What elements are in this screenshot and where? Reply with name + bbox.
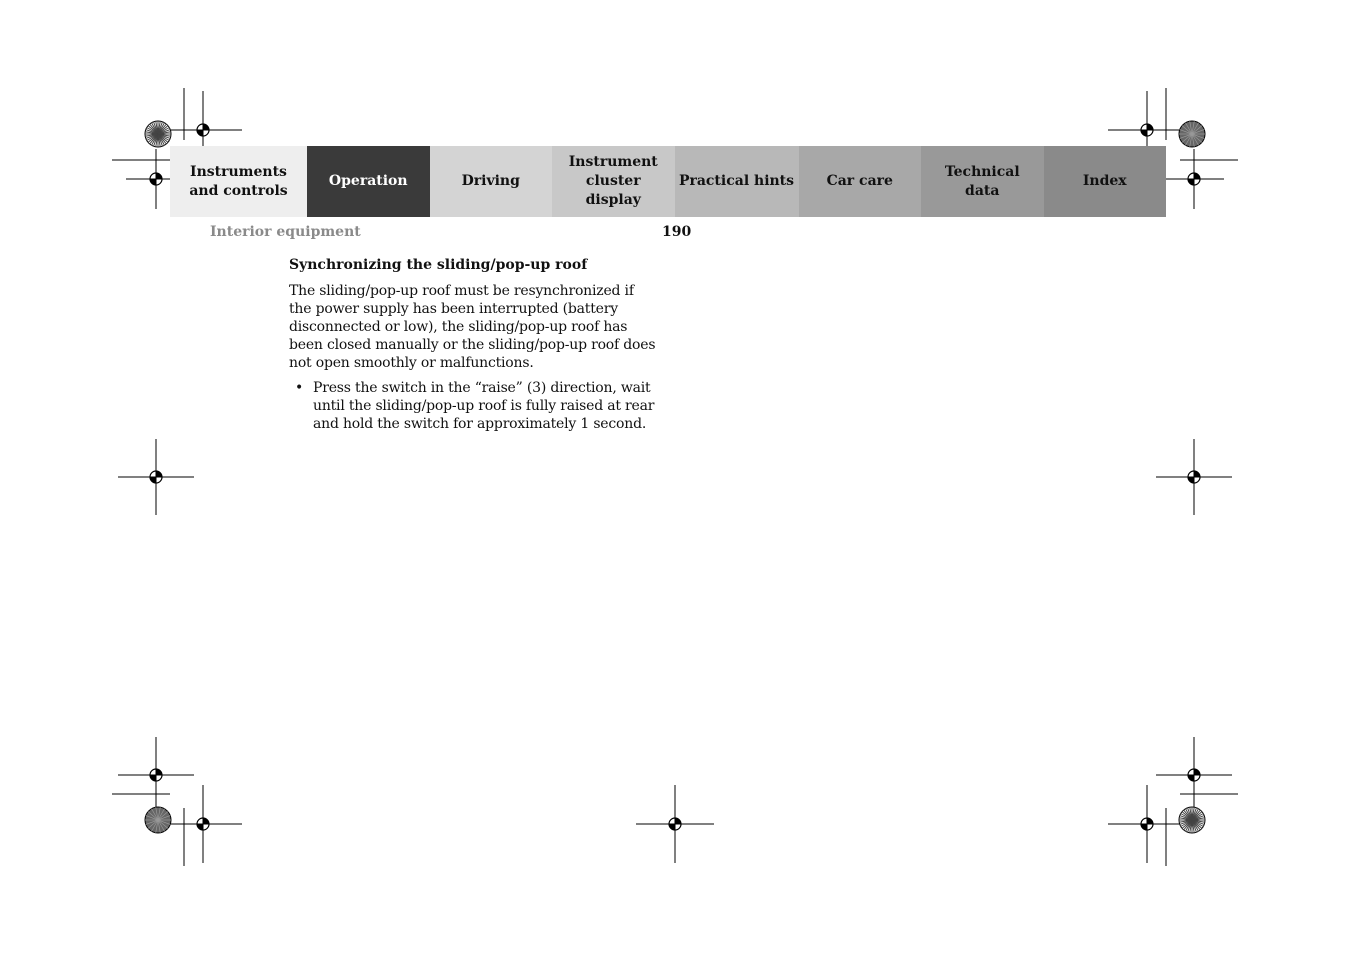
page-number: 190 [662, 224, 692, 240]
tab-label: Index [1082, 173, 1127, 189]
tab-index[interactable] [1044, 146, 1167, 217]
list-item-text: Press the switch in the “raise” (3) direction, wait until the sliding/pop-up roof is fully raised at rear and hold the switch for approximately 1 second. [313, 380, 655, 432]
tab-instrument-cluster-display[interactable] [552, 146, 675, 217]
tab-practical-hints[interactable] [675, 146, 799, 217]
body-paragraph: The sliding/pop-up roof must be resynchronized if the power supply has been interrupted (battery disconnected or low), the sliding/pop-up roof has been closed manually or the sliding/pop-up roof does not open smoothly or malfunctions. [289, 283, 656, 371]
section-heading: Synchronizing the sliding/pop-up roof [289, 257, 588, 273]
tab-car-care[interactable] [799, 146, 922, 217]
tab-label: Technical data [944, 163, 1020, 199]
tab-label: Instruments and controls [189, 163, 288, 199]
tab-label: Practical hints [678, 173, 795, 189]
tab-driving[interactable] [430, 146, 553, 217]
bullet-icon: • [295, 380, 304, 396]
tab-label: Car care [826, 173, 893, 189]
tab-label: Operation [328, 173, 408, 189]
tab-technical-data[interactable] [921, 146, 1044, 217]
tab-label: Driving [461, 173, 520, 189]
section-title: Interior equipment [210, 224, 361, 240]
tab-label: Instrument cluster display [568, 154, 658, 208]
list-item [289, 379, 659, 433]
page-content [289, 256, 659, 433]
tab-instruments-and-controls[interactable] [170, 146, 307, 217]
chapter-tab-bar [170, 146, 1180, 217]
tab-operation[interactable] [307, 146, 430, 217]
